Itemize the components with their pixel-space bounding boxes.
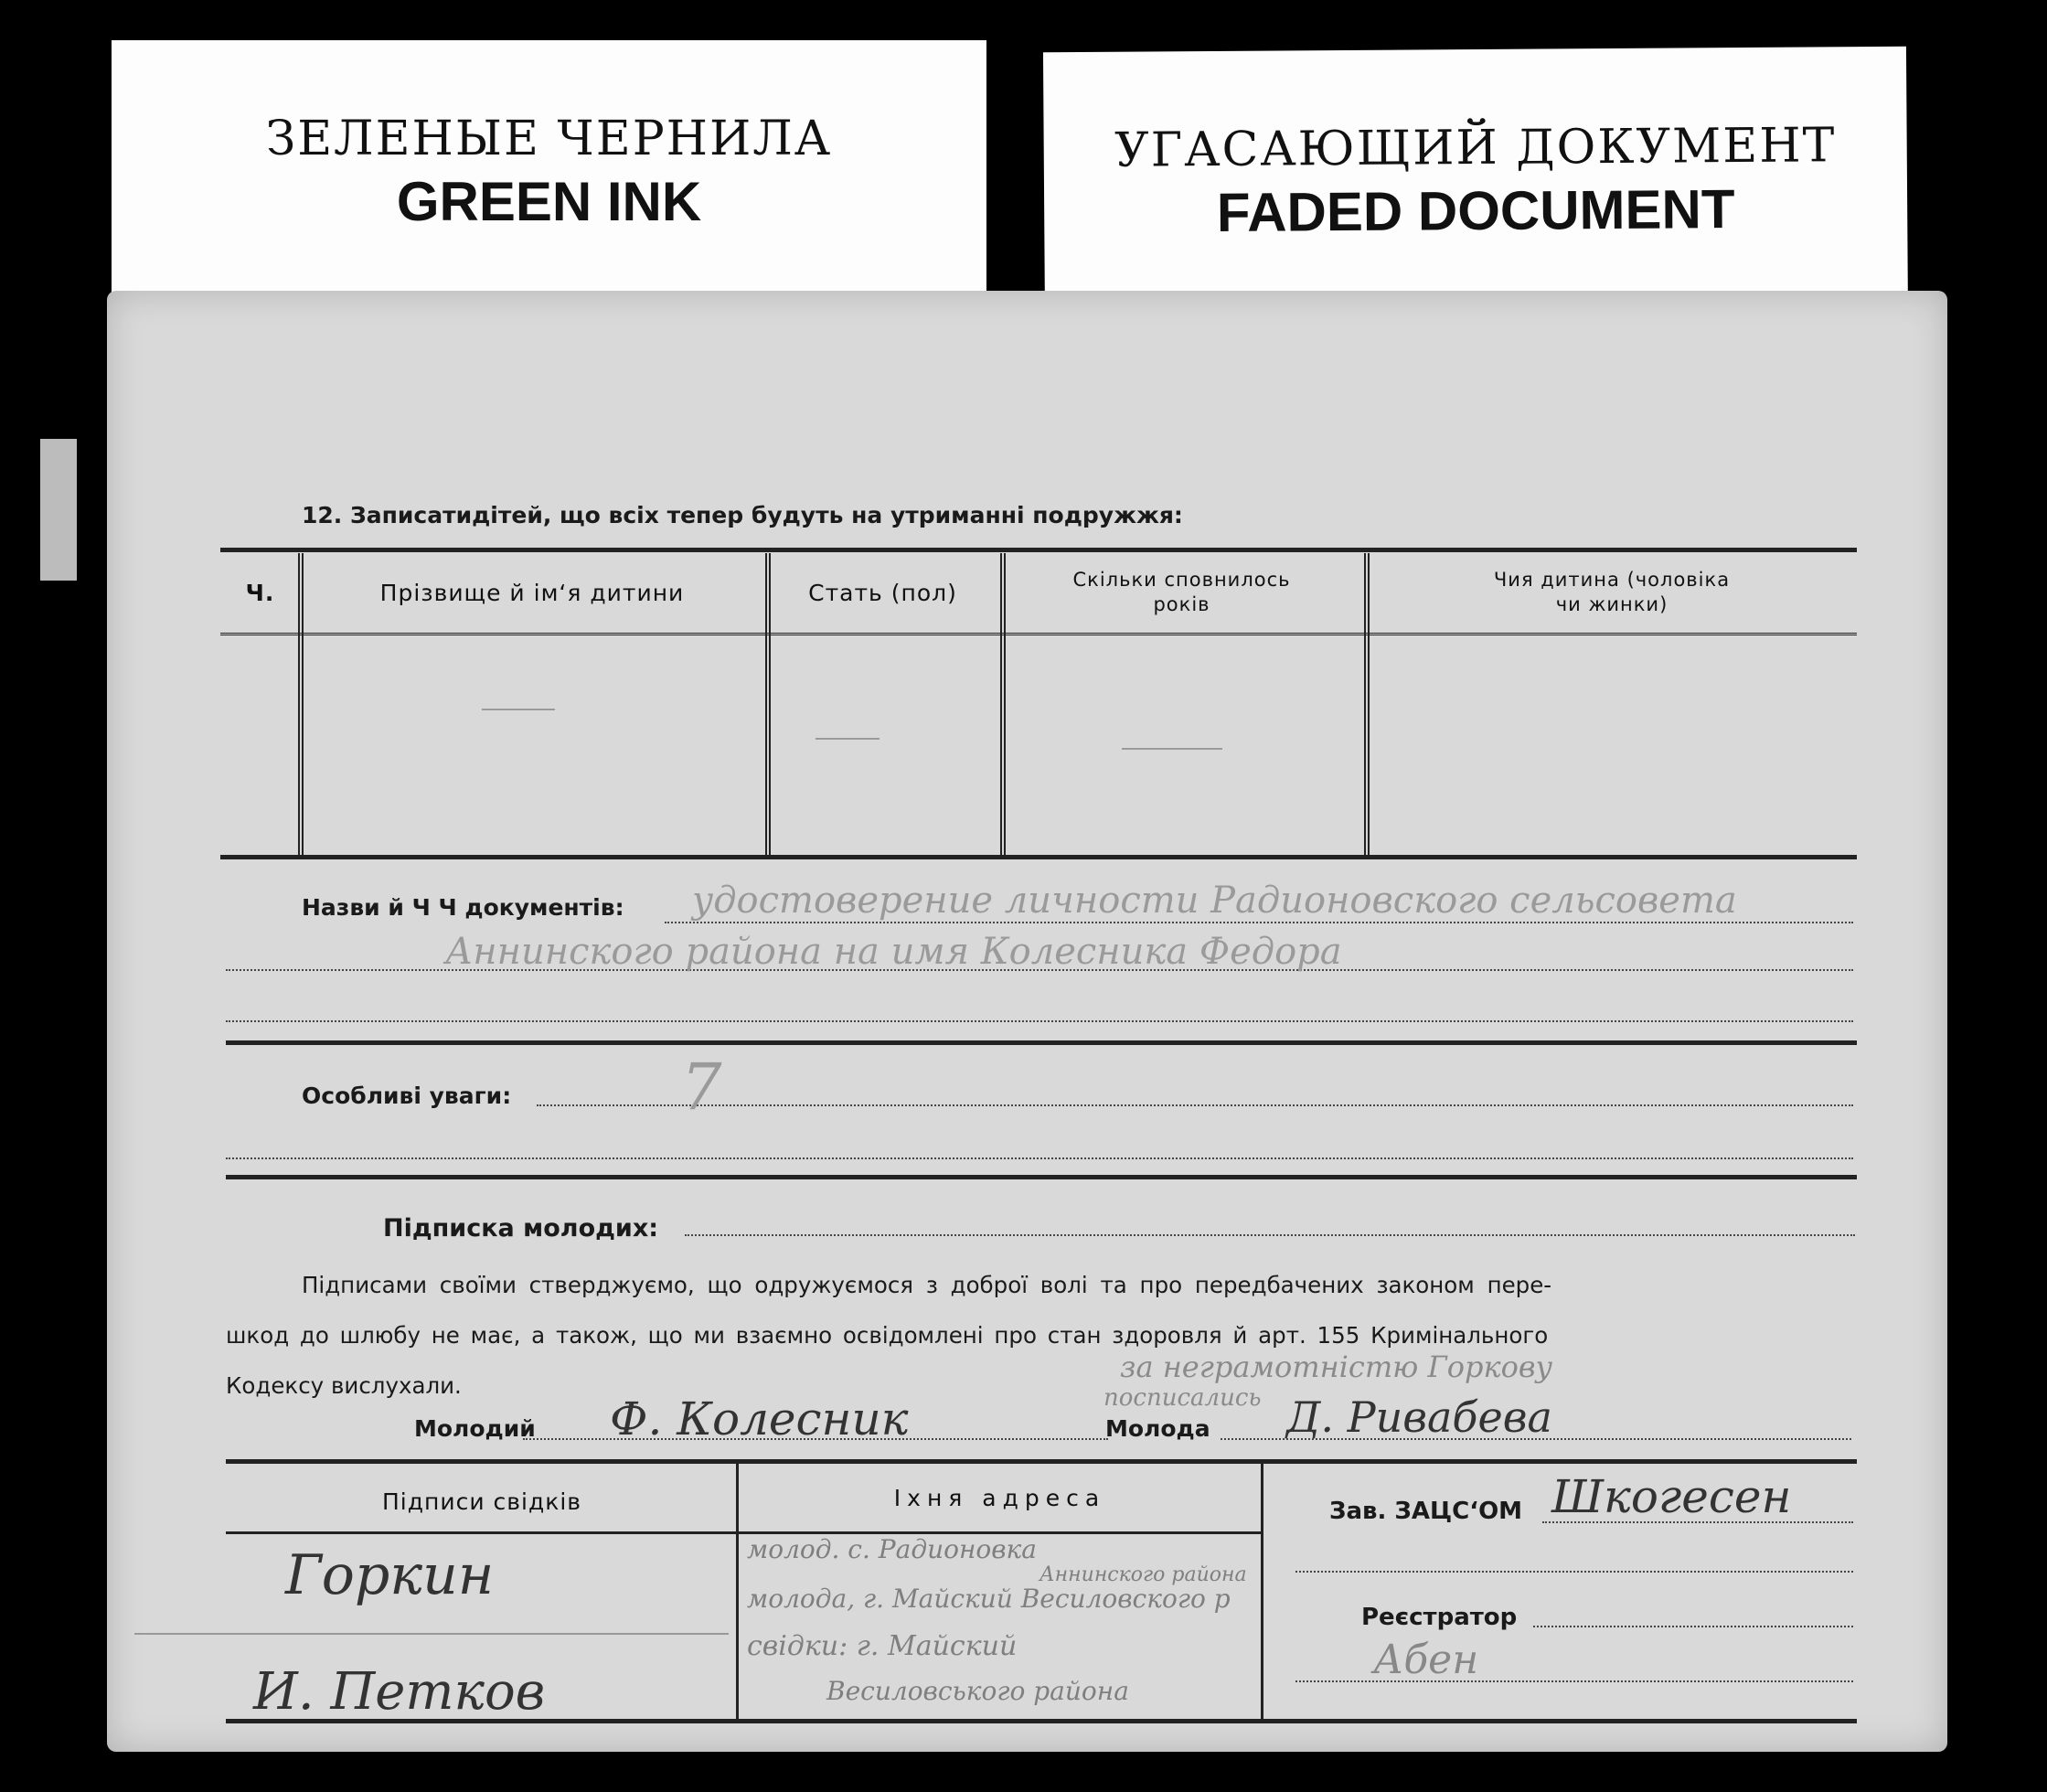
header-child-name: Прізвище й ім‘я дитини xyxy=(379,580,685,606)
table-top-rule xyxy=(220,548,1857,552)
left-edge-tab xyxy=(40,439,77,581)
declaration-line-3: Кодексу вислухали. xyxy=(226,1372,462,1399)
witness-divider-2 xyxy=(1261,1462,1263,1720)
child-age-dash xyxy=(1122,748,1222,750)
witnesses-header: Підписи свідків xyxy=(381,1488,582,1515)
registrar-line-1 xyxy=(1533,1626,1853,1627)
table-bottom-rule xyxy=(220,855,1857,859)
witness-1-line xyxy=(134,1633,729,1635)
notes-bottom-rule xyxy=(226,1175,1857,1179)
address-header: Іхня адреса xyxy=(893,1485,1106,1511)
witness-1-signature: Горкин xyxy=(285,1543,495,1607)
green-ink-label-en: GREEN INK xyxy=(396,171,702,232)
witness-2-signature: И. Петков xyxy=(253,1662,546,1722)
child-name-dash xyxy=(482,709,555,710)
address-line-5: Весиловського района xyxy=(826,1676,1129,1706)
declaration-line-1: Підписами своїми стверджуємо, що одружуємося з доброї волі та про передбачених законом пере- xyxy=(302,1272,1552,1298)
faded-document-label-ru: УГАСАЮЩИЙ ДОКУМЕНТ xyxy=(1114,118,1837,178)
address-line-2: Аннинского района xyxy=(1039,1563,1247,1586)
address-line-3: молода, г. Майский Весиловского р xyxy=(747,1584,1231,1614)
documents-line-1 xyxy=(665,922,1853,923)
header-whose-child xyxy=(1370,568,1854,617)
witness-block-top-rule xyxy=(226,1459,1857,1464)
bride-label: Молода xyxy=(1105,1415,1210,1442)
registrar-line-2 xyxy=(1295,1680,1853,1682)
head-signature: Шкогесен xyxy=(1551,1470,1792,1523)
bride-note-line-1: за неграмотністю Горкову xyxy=(1120,1349,1553,1384)
header-age-line1: Скільки сповнилось xyxy=(1072,569,1291,591)
head-label: Зав. ЗАЦС‘ОМ xyxy=(1329,1498,1523,1525)
faded-document-label-en: FADED DOCUMENT xyxy=(1216,178,1735,243)
subscription-label: Підписка молодих: xyxy=(383,1214,659,1243)
bride-signature: Д. Ривабева xyxy=(1286,1392,1552,1442)
green-ink-label-card xyxy=(112,40,986,315)
documents-label: Назви й Ч Ч документів: xyxy=(302,894,624,921)
groom-label: Молодий xyxy=(414,1415,536,1442)
form-sheet xyxy=(107,291,1947,1752)
header-whose-line2: чи жинки) xyxy=(1555,593,1669,615)
head-line-1 xyxy=(1542,1521,1853,1523)
header-age xyxy=(1006,568,1358,617)
section-12-title: 12. Записатидітей, що всіх тепер будуть на утриманні подружжя: xyxy=(302,502,1183,528)
registrar-label: Реєстратор xyxy=(1361,1604,1518,1631)
green-ink-label-ru: ЗЕЛЕНЫЕ ЧЕРНИЛА xyxy=(265,112,833,166)
address-line-1: молод. с. Радионовка xyxy=(747,1534,1037,1564)
documents-bottom-rule xyxy=(226,1040,1857,1045)
address-line-4: свідки: г. Майский xyxy=(747,1630,1018,1662)
header-whose-line1: Чия дитина (чоловіка xyxy=(1493,569,1731,591)
faded-document-label-card xyxy=(1043,47,1908,327)
notes-label: Особливі уваги: xyxy=(302,1083,512,1109)
head-line-2 xyxy=(1295,1571,1853,1573)
table-header-rule xyxy=(220,633,1857,639)
registrar-signature: Абен xyxy=(1373,1637,1479,1683)
child-sex-dash xyxy=(816,738,880,740)
header-age-line2: років xyxy=(1153,593,1210,615)
subscription-line xyxy=(685,1234,1855,1236)
groom-signature: Ф. Колесник xyxy=(610,1392,909,1445)
witness-divider-1 xyxy=(736,1462,739,1720)
notes-line-1 xyxy=(537,1104,1853,1106)
declaration-line-2: шкод до шлюбу не має, а також, що ми взаємно освідомлені про стан здоровля й арт. 155 Кримінального xyxy=(226,1322,1549,1349)
header-number: Ч. xyxy=(245,580,275,606)
documents-value-line-1: удостоверение личности Радионовского сельсовета xyxy=(692,880,1737,922)
documents-value-line-2: Аннинского района на имя Колесника Федора xyxy=(445,931,1342,973)
header-sex: Стать (пол) xyxy=(808,580,957,606)
witness-header-rule xyxy=(226,1531,1261,1534)
notes-value: 7 xyxy=(681,1050,722,1125)
documents-line-3 xyxy=(226,1020,1853,1022)
notes-line-2 xyxy=(226,1157,1853,1159)
bride-note-line-2: посписались xyxy=(1103,1384,1262,1412)
